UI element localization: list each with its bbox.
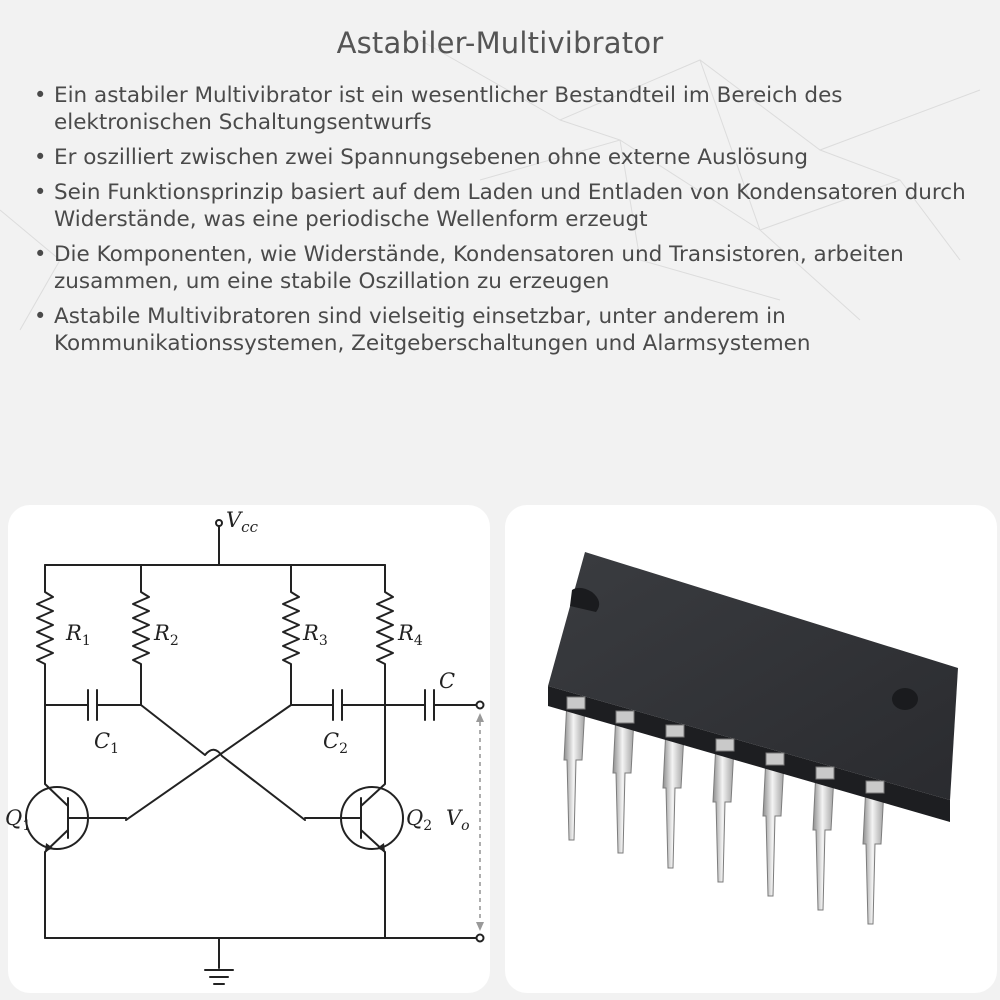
- bullet-dot: •: [34, 180, 47, 204]
- r4-label: $R_4$: [398, 621, 423, 649]
- circuit-card: [5, 505, 490, 993]
- bullet-item: [32, 82, 972, 136]
- bullet-item: [32, 144, 972, 171]
- r1-label: $R_1$: [66, 621, 91, 649]
- bullet-dot: •: [34, 145, 47, 169]
- bullet-dot: •: [34, 83, 47, 107]
- page-title: Astabiler-Multivibrator: [336, 26, 664, 60]
- bullet-item: [32, 179, 972, 233]
- bullet-text: Astabile Multivibratoren sind vielseitig einsetzbar, unter anderem in Kommunikationssystemen, Zeitgeberschaltungen und Alarmsystemen: [54, 304, 811, 356]
- r3-label: $R_3$: [303, 621, 328, 649]
- vo-label: $V_o$: [446, 806, 470, 834]
- r2-label: $R_2$: [154, 621, 179, 649]
- bullet-text: Er oszilliert zwischen zwei Spannungsebenen ohne externe Auslösung: [54, 145, 809, 170]
- astable-multivibrator-circuit: [5, 505, 490, 993]
- bullet-item: [32, 241, 972, 295]
- resistor-r1: [37, 565, 53, 705]
- bullet-text: Sein Funktionsprinzip basiert auf dem Laden und Entladen von Kondensatoren durch Widerstände, was eine periodische Wellenform erzeugt: [54, 180, 966, 232]
- resistor-r2: [133, 565, 149, 705]
- bullet-dot: •: [34, 242, 47, 266]
- bullet-item: [32, 303, 972, 357]
- vcc-label: $V_{cc}$: [226, 508, 258, 536]
- q2-label: $Q_2$: [406, 806, 433, 834]
- bullet-dot: •: [34, 304, 47, 328]
- bullet-text: Ein astabiler Multivibrator ist ein wesentlicher Bestandteil im Bereich des elektronischen Schaltungsentwurfs: [54, 83, 843, 135]
- resistor-r3: [283, 565, 299, 705]
- c-label: C: [439, 669, 456, 693]
- bullet-list: [32, 82, 972, 365]
- bullet-text: Die Komponenten, wie Widerstände, Kondensatoren und Transistoren, arbeiten zusammen, um eine stabile Oszillation zu erzeugen: [54, 242, 904, 294]
- c2-label: $C_2$: [323, 729, 348, 757]
- dip-ic-chip-image: [505, 505, 997, 993]
- resistor-r4: [377, 565, 393, 705]
- ic-pin1-dot: [892, 688, 918, 710]
- c1-label: $C_1$: [94, 729, 119, 757]
- q1-label: $Q_1$: [5, 806, 32, 834]
- ic-photo-card: [505, 505, 997, 993]
